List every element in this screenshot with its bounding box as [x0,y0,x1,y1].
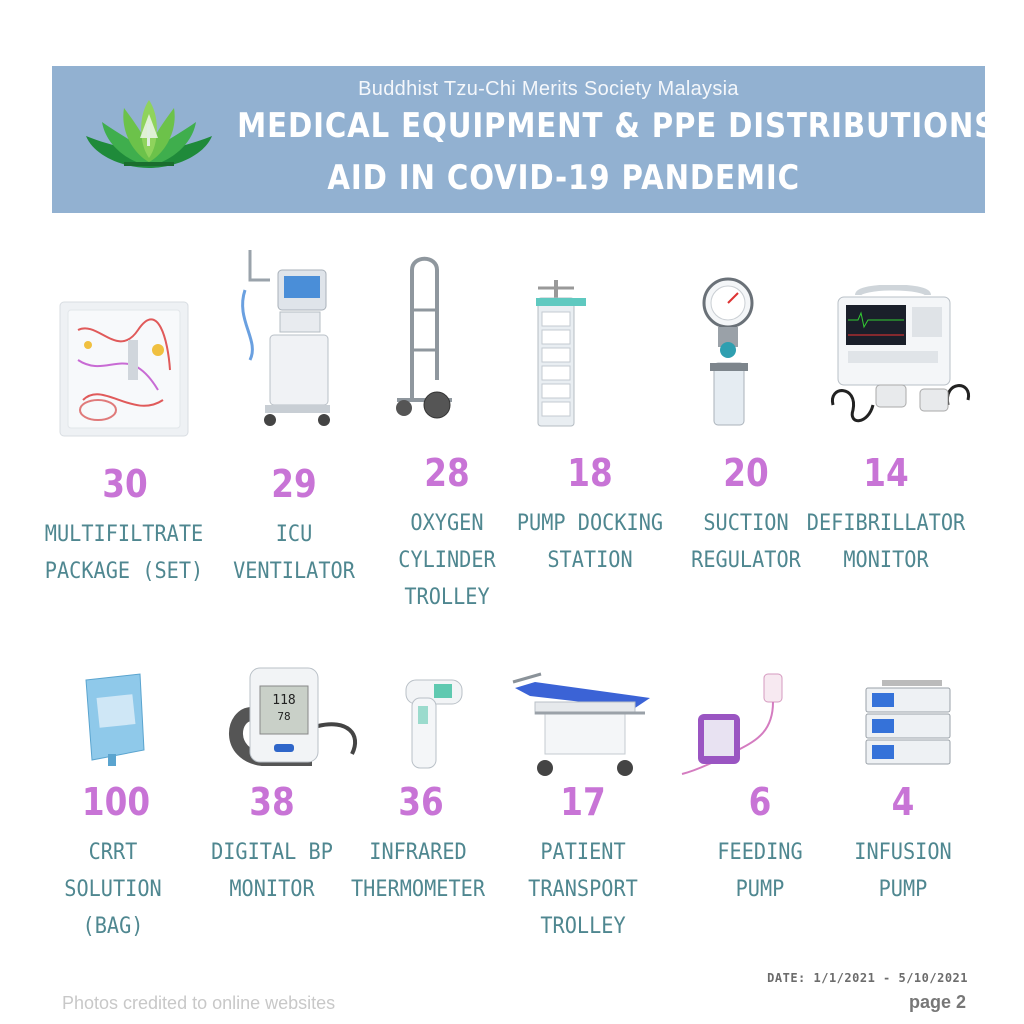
multifiltrate-package-photo [58,300,190,438]
count-suction-regulator: 20 [723,451,769,495]
label-crrt-solution-bag: CRRT SOLUTION (BAG) [64,840,162,939]
count-defibrillator-monitor: 14 [863,451,909,495]
page-title-line-2: AID IN COVID-19 PANDEMIC [327,158,800,198]
label-feeding-pump: FEEDING PUMP [717,840,803,902]
header-banner [52,66,997,213]
label-infusion-pump: INFUSION PUMP [854,840,952,902]
count-oxygen-cylinder-trolley: 28 [424,451,470,495]
crrt-solution-bag-photo [78,670,148,768]
svg-text:118: 118 [272,693,296,708]
patient-transport-trolley-photo [505,668,660,780]
count-infrared-thermometer: 36 [398,780,444,824]
page-number: page 2 [908,992,966,1012]
label-digital-bp-monitor: DIGITAL BP MONITOR [211,840,333,902]
label-defibrillator-monitor: DEFIBRILLATOR MONITOR [806,511,966,573]
count-icu-ventilator: 29 [271,462,317,506]
label-icu-ventilator: ICU VENTILATOR [233,522,355,584]
count-digital-bp-monitor: 38 [249,780,295,824]
label-infrared-thermometer: INFRARED THERMOMETER [350,840,486,902]
label-suction-regulator: SUCTION REGULATOR [691,511,801,573]
count-feeding-pump: 6 [748,780,772,824]
suction-regulator-photo [700,275,760,435]
count-infusion-pump: 4 [891,780,915,824]
defibrillator-monitor-photo [828,285,973,425]
pump-docking-station-photo [528,280,588,430]
feeding-pump-photo [678,670,798,782]
label-pump-docking-station: PUMP DOCKING STATION [516,511,664,573]
count-multifiltrate-package: 30 [102,462,148,506]
count-pump-docking-station: 18 [567,451,613,495]
date-range: DATE: 1/1/2021 - 5/10/2021 [767,971,968,985]
organization-name: Buddhist Tzu-Chi Merits Society Malaysia [358,78,739,100]
count-crrt-solution-bag: 100 [81,780,151,824]
svg-text:78: 78 [277,710,291,723]
count-patient-transport-trolley: 17 [560,780,606,824]
label-multifiltrate-package: MULTIFILTRATE PACKAGE (SET) [44,522,204,584]
page-title-line-1: MEDICAL EQUIPMENT & PPE DISTRIBUTIONS [237,106,997,146]
infrared-thermometer-photo [398,676,468,772]
icu-ventilator-photo [230,240,335,432]
photo-credit: Photos credited to online websites [62,993,336,1013]
oxygen-cylinder-trolley-photo [392,250,462,430]
digital-bp-monitor-photo [222,664,364,768]
label-oxygen-cylinder-trolley: OXYGEN CYLINDER TROLLEY [398,511,496,610]
infusion-pump-photo [862,678,954,768]
label-patient-transport-trolley: PATIENT TRANSPORT TROLLEY [528,840,638,939]
